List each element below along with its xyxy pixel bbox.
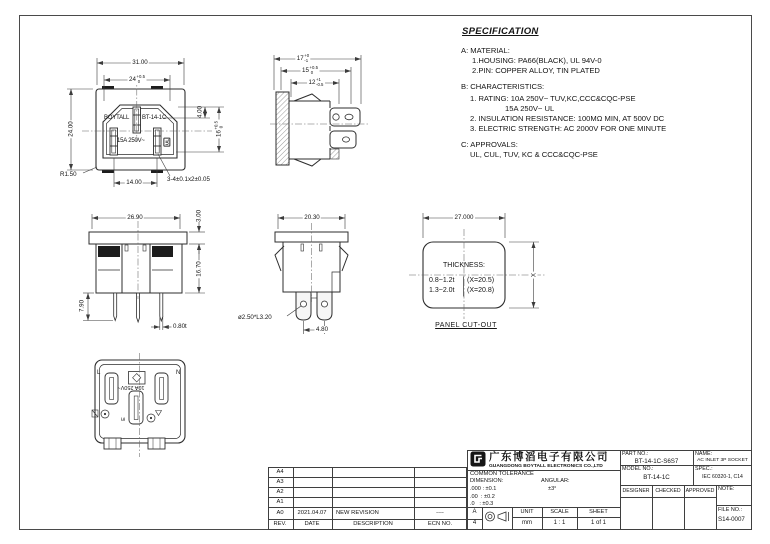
rev-date-cell: 2021.04.07 xyxy=(297,509,327,516)
rev-description-cell: NEW REVISION xyxy=(336,509,379,516)
tol-plus: +0.5 xyxy=(136,74,145,79)
dim-opening-width xyxy=(128,75,147,84)
title-block-line xyxy=(512,507,513,530)
rev-cell: A4 xyxy=(276,468,284,475)
title-block-line xyxy=(693,450,694,485)
spec-line: UL, CUL, TUV, KC & CCC&CQC-PSE xyxy=(470,150,598,159)
tol-minus: 0 xyxy=(309,69,314,75)
dim-side-body-width: 20.30 xyxy=(304,214,320,221)
title-block-line xyxy=(577,507,578,530)
dim-body-height: 16.70 xyxy=(195,261,203,277)
dim-cutout-width: 27.000 xyxy=(454,214,474,221)
dim-terminal-pitch: 4.80 xyxy=(315,326,329,333)
title-block-line xyxy=(620,450,621,530)
tol-plus: +0.5 xyxy=(213,121,219,130)
third-angle-projection-icon xyxy=(484,509,511,524)
tolerance-row: .000 : ±0.1 xyxy=(470,486,497,492)
unit-label: UNIT xyxy=(520,509,534,515)
front-view-outline xyxy=(96,86,185,173)
sheet-label: SHEET xyxy=(589,509,608,515)
dim-snap-depth xyxy=(307,78,325,87)
dim-value: 17 xyxy=(296,55,304,63)
tol-minus: -0.5 xyxy=(316,81,324,87)
unit-value: mm xyxy=(522,519,532,526)
revision-table-line xyxy=(268,487,467,488)
dim-flange-depth xyxy=(301,66,320,75)
company-name-en: GUANGDONG BOYTALL ELECTRONICS CO.,LTD xyxy=(489,463,603,469)
tolerance-angular-label: ANGULAR: xyxy=(541,478,570,484)
rev-cell: A3 xyxy=(276,478,284,485)
dim-overall-depth xyxy=(295,54,310,63)
rev-cell: A2 xyxy=(276,488,284,495)
dim-value: 12 xyxy=(308,79,316,87)
side-section-outline xyxy=(276,92,360,166)
panel-cutout-caption: PANEL CUT-OUT xyxy=(435,322,497,329)
dim-corner-radius: R1.50 xyxy=(60,171,77,178)
spec-title: SPECIFICATION xyxy=(462,26,539,37)
name-label: NAME: xyxy=(695,451,713,457)
dim-overall-height: 24.00 xyxy=(67,121,75,137)
revision-table-line xyxy=(268,497,467,498)
dim-cutout-height-ref: X xyxy=(529,272,537,278)
rev-header-description: DESCRIPTION xyxy=(353,521,393,527)
rear-marking-live: L xyxy=(97,370,101,376)
rev-header-rev: REV. xyxy=(273,521,287,527)
designer-label: DESIGNER xyxy=(622,487,650,494)
spec-line: B: CHARACTERISTICS: xyxy=(461,82,545,91)
dim-pin-note: 3-4±0.1x2±0.05 xyxy=(167,176,210,183)
paper-size-number: 4 xyxy=(472,520,477,526)
model-no-label: MODEL NO.: xyxy=(622,466,654,472)
tolerance-title: COMMON TOLERANCE xyxy=(470,470,534,477)
tol-minus: -1 xyxy=(304,57,309,63)
spec-value: IEC 60320-1, C14 xyxy=(702,473,743,480)
revision-table-line xyxy=(268,477,467,478)
dim-body-width: 26.90 xyxy=(127,214,143,221)
title-block-line xyxy=(716,485,717,530)
marking-brand: BOYTALL xyxy=(104,115,130,121)
rev-ecn-cell: ---- xyxy=(436,509,444,516)
spec-line: 3. ELECTRIC STRENGTH: AC 2000V FOR ONE MINUTE xyxy=(470,124,667,133)
spec-line: A: MATERIAL: xyxy=(461,46,510,55)
spec-line: 15A 250V~ UL xyxy=(505,104,555,113)
title-block-line xyxy=(482,507,483,530)
tolerance-angular-value: ±3° xyxy=(548,486,557,492)
dim-value: 16 xyxy=(215,130,223,137)
cutout-thickness-title: THICKNESS: xyxy=(442,262,486,269)
cutout-thickness-range: 1.3~2.0t xyxy=(429,287,455,294)
spec-line: 1.HOUSING: PA66(BLACK), UL 94V-0 xyxy=(472,56,602,65)
part-no-label: PART NO.: xyxy=(622,451,649,457)
tolerance-row: .00 : ±0.2 xyxy=(470,493,495,500)
rear-marking-neutral: N xyxy=(176,370,181,376)
spec-label: SPEC.: xyxy=(695,466,713,472)
tol-plus: +1 xyxy=(316,77,321,82)
company-logo xyxy=(470,451,486,467)
note-label: NOTE: xyxy=(718,486,735,492)
title-block-line xyxy=(542,507,543,530)
file-no-value: S14-0007 xyxy=(718,516,745,523)
dim-pin-offset: 4.00 xyxy=(196,105,204,119)
rear-view-outline xyxy=(92,360,185,449)
tol-minus: 0 xyxy=(136,78,141,84)
sheet-value: 1 of 1 xyxy=(590,519,607,526)
rev-header-date: DATE xyxy=(304,521,320,527)
checked-label: CHECKED xyxy=(655,487,681,494)
paper-size-letter: A xyxy=(472,508,477,515)
dim-value: 24 xyxy=(129,76,136,84)
title-block-line xyxy=(652,485,653,530)
name-value: AC INLET 3P SOCKET xyxy=(697,458,748,463)
marking-model: BT-14-1C xyxy=(142,115,167,121)
dim-overall-width: 31.00 xyxy=(132,59,148,66)
title-block-line xyxy=(512,517,620,518)
ul-mark: UL xyxy=(164,138,170,146)
spec-line: C: APPROVALS: xyxy=(461,140,518,149)
tol-minus: 0 xyxy=(218,125,223,130)
revision-table-line xyxy=(268,507,467,508)
title-block-line xyxy=(620,497,716,498)
dim-flange-thickness: 3.00 xyxy=(195,209,203,223)
cutout-thickness-x: (X=20.5) xyxy=(467,277,495,284)
dim-terminal-hole: ø2.50*L3.20 xyxy=(238,314,272,321)
scale-value: 1 : 1 xyxy=(553,519,566,526)
tolerance-row: .0 : ±0.3 xyxy=(470,501,494,507)
spec-line: 1. RATING: 10A 250V~ TUV,KC,CCC&CQC-PSE xyxy=(470,94,636,103)
rear-view-drawing xyxy=(85,350,197,462)
model-no-value: BT-14-1C xyxy=(643,473,670,481)
spec-line: 2. INSULATION RESISTANCE: 100MΩ MIN, AT 500V DC xyxy=(470,114,665,123)
dim-tolerance xyxy=(316,78,323,87)
spec-line: 2.PIN: COPPER ALLOY, TIN PLATED xyxy=(472,66,600,75)
revision-table-line xyxy=(268,519,467,520)
dim-tolerance xyxy=(214,121,223,129)
approved-label: APPROVED xyxy=(685,487,715,494)
tol-plus: +0.5 xyxy=(309,65,318,70)
dim-value: 15 xyxy=(302,67,309,75)
marking-rating: 15A 250V~ xyxy=(117,138,145,144)
front-elevation-view-drawing xyxy=(55,205,235,340)
cutout-thickness-x: (X=20.8) xyxy=(467,287,495,294)
rev-cell: A1 xyxy=(276,498,284,505)
tolerance-dimension-label: DIMENSION: xyxy=(470,478,504,484)
tol-plus: +0 xyxy=(304,53,310,58)
scale-label: SCALE xyxy=(550,509,569,515)
dim-pin-thickness: 0.80t xyxy=(173,323,187,330)
rev-header-ecn: ECN NO. xyxy=(427,521,453,527)
dim-pin-pitch: 14.00 xyxy=(126,179,142,186)
company-name-cn: 广东博滔电子有限公司 xyxy=(489,451,609,463)
rear-marking-earth: E xyxy=(120,417,127,421)
rev-cell: A0 xyxy=(276,509,284,516)
dim-tolerance xyxy=(310,66,318,75)
cutout-thickness-range: 0.8~1.2t xyxy=(429,277,455,284)
dim-tolerance xyxy=(304,54,309,63)
rear-marking-rating: 10A 250V~ xyxy=(117,384,145,391)
part-no-value: BT-14-1C-S6S7 xyxy=(634,457,679,465)
dim-opening-height xyxy=(214,120,223,139)
dim-pin-length: 7.90 xyxy=(78,299,86,313)
dim-tolerance xyxy=(137,75,145,84)
file-no-label: FILE NO.: xyxy=(718,506,742,513)
